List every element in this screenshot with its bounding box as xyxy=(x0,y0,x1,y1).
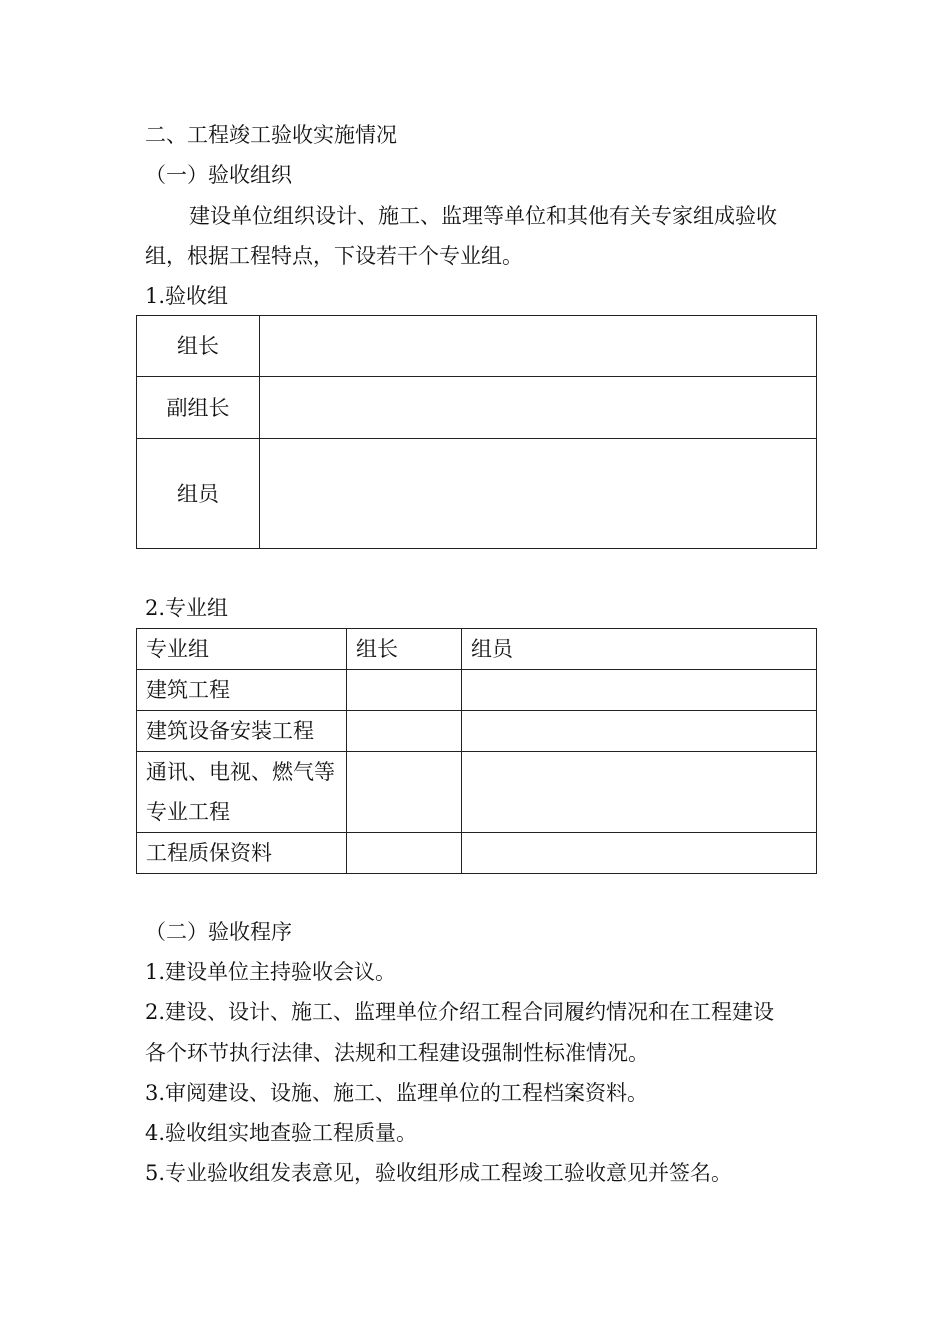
table-row xyxy=(137,439,817,549)
acceptance-group-table xyxy=(136,315,817,549)
group-name-cell xyxy=(137,711,347,752)
column-header: 组员 xyxy=(462,629,817,670)
group-name-cell xyxy=(137,752,347,833)
group-leader-cell xyxy=(347,752,462,833)
professional-groups-caption: 2.专业组 xyxy=(145,596,229,620)
organization-heading: （一）验收组织 xyxy=(145,163,292,187)
procedure-item-1: 1.建设单位主持验收会议。 xyxy=(145,960,397,984)
row-value-leader xyxy=(260,316,817,377)
procedure-item-5: 5.专业验收组发表意见，验收组形成工程竣工验收意见并签名。 xyxy=(145,1161,733,1185)
procedure-item-3: 3.审阅建设、设施、施工、监理单位的工程档案资料。 xyxy=(145,1081,649,1105)
table-row xyxy=(137,670,817,711)
procedure-item-4: 4.验收组实地查验工程质量。 xyxy=(145,1121,418,1145)
procedure-heading: （二）验收程序 xyxy=(145,920,292,944)
group-name-cell xyxy=(137,670,347,711)
group-members-cell xyxy=(462,752,817,833)
organization-paragraph-line-2: 组，根据工程特点，下设若干个专业组。 xyxy=(145,244,523,268)
table-row xyxy=(137,377,817,439)
group-leader-cell xyxy=(347,833,462,874)
table-header-row xyxy=(137,629,817,670)
table-row xyxy=(137,711,817,752)
row-label-deputy-leader: 副组长 xyxy=(137,377,260,439)
group-name-line-1: 工程质保资料 xyxy=(146,841,272,865)
group-name-line-1: 建筑设备安装工程 xyxy=(146,719,314,743)
group-members-cell xyxy=(462,833,817,874)
group-name-line-1: 通讯、电视、燃气等 xyxy=(146,760,335,784)
group-name-line-1: 建筑工程 xyxy=(146,678,230,702)
table-row xyxy=(137,833,817,874)
group-leader-cell xyxy=(347,711,462,752)
group-name-cell xyxy=(137,833,347,874)
section-title: 二、工程竣工验收实施情况 xyxy=(145,123,397,147)
procedure-item-2-line-2: 各个环节执行法律、法规和工程建设强制性标准情况。 xyxy=(145,1041,649,1065)
table-row xyxy=(137,752,817,833)
procedure-item-2-line-1: 2.建设、设计、施工、监理单位介绍工程合同履约情况和在工程建设 xyxy=(145,1000,775,1024)
group-members-cell xyxy=(462,711,817,752)
organization-paragraph-line-1: 建设单位组织设计、施工、监理等单位和其他有关专家组成验收 xyxy=(189,204,777,228)
group-name-line-2: 专业工程 xyxy=(146,800,230,824)
table-row xyxy=(137,316,817,377)
row-value-deputy-leader xyxy=(260,377,817,439)
professional-groups-table xyxy=(136,628,817,874)
column-header: 组长 xyxy=(347,629,462,670)
row-label-leader: 组长 xyxy=(137,316,260,377)
row-label-members: 组员 xyxy=(137,439,260,549)
row-value-members xyxy=(260,439,817,549)
column-header: 专业组 xyxy=(137,629,347,670)
group-members-cell xyxy=(462,670,817,711)
group-leader-cell xyxy=(347,670,462,711)
acceptance-group-caption: 1.验收组 xyxy=(145,284,229,308)
